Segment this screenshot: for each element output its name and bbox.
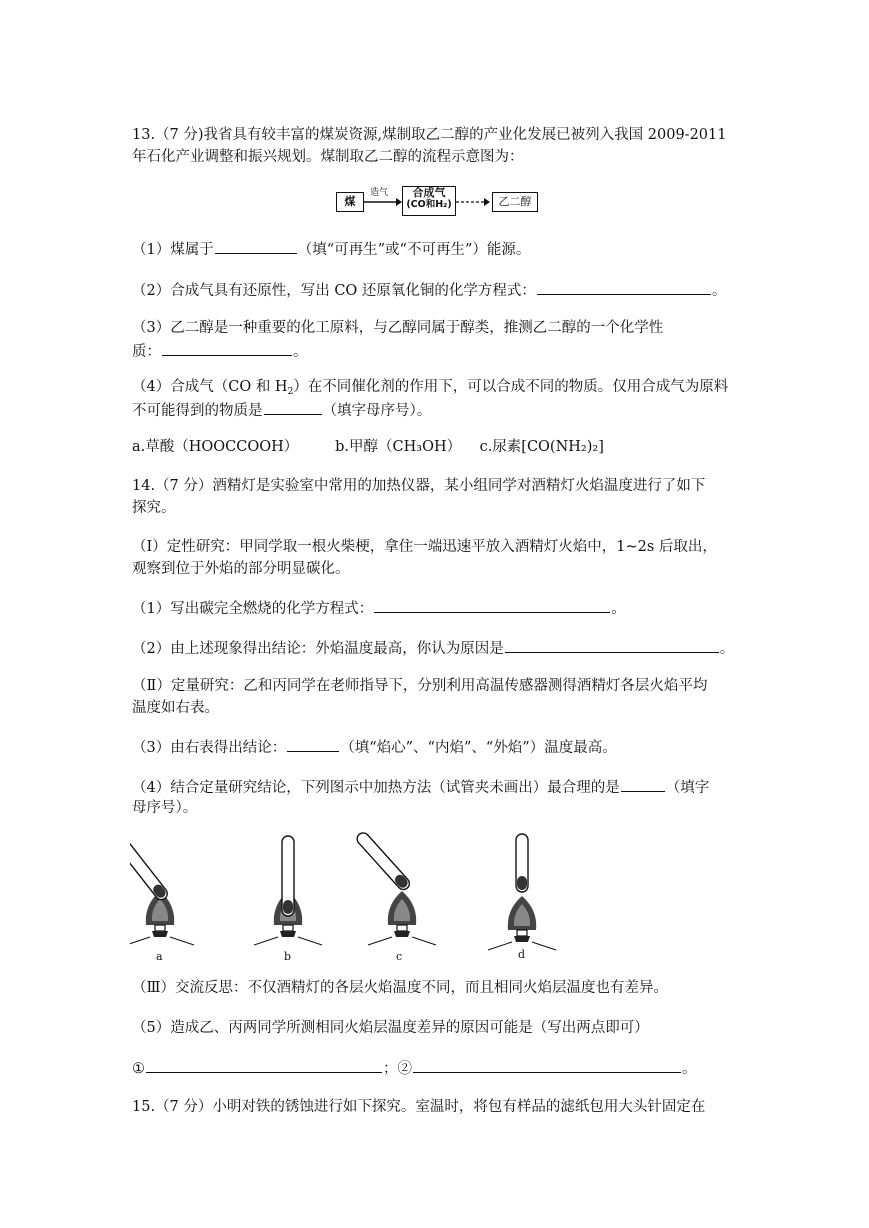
q14-part5-blank1[interactable] bbox=[146, 1057, 382, 1073]
q14-part1-prompt: （1）写出碳完全燃烧的化学方程式： bbox=[132, 601, 374, 617]
q14-stem-line1: 14.（7 分）酒精灯是实验室中常用的加热仪器，某小组同学对酒精灯火焰温度进行了如下 bbox=[132, 478, 706, 494]
q14-part1 bbox=[132, 597, 626, 619]
flow-syngas-label: 合成气 bbox=[412, 186, 446, 199]
q13-part3-end: 。 bbox=[293, 344, 308, 360]
q13-part2-blank[interactable] bbox=[537, 279, 711, 295]
figure-b-label: b bbox=[284, 950, 292, 963]
q14-section1-line1: （Ⅰ）定性研究：甲同学取一根火柴梗，拿住一端迅速平放入酒精灯火焰中，1~2s 后取出， bbox=[132, 539, 717, 555]
q14-part5-blank2[interactable] bbox=[413, 1057, 681, 1073]
q13-part4-text-a: （4）合成气（CO 和 H bbox=[132, 379, 288, 395]
q13-part4-line2 bbox=[132, 399, 431, 421]
q13-flow-diagram bbox=[330, 184, 540, 218]
heating-illustrations bbox=[130, 830, 560, 965]
flow-box-coal: 煤 bbox=[336, 192, 364, 212]
q13-part3-prompt: 质： bbox=[132, 344, 161, 360]
figure-d-label: d bbox=[518, 948, 526, 961]
q14-part3-hint: （填“焰心”、“内焰”、“外焰”）温度最高。 bbox=[340, 740, 617, 756]
flow-box-glycol: 乙二醇 bbox=[492, 192, 538, 212]
figure-d bbox=[488, 834, 556, 950]
q13-part2-end: 。 bbox=[711, 283, 727, 299]
q14-part2 bbox=[132, 637, 734, 659]
q14-part4-prompt: （4）结合定量研究结论，下列图示中加热方法（试管夹未画出）最合理的是 bbox=[132, 780, 620, 796]
q14-part1-blank[interactable] bbox=[374, 597, 610, 613]
q13-part3-line2 bbox=[132, 340, 308, 362]
q14-part2-prompt: （2）由上述现象得出结论：外焰温度最高，你认为原因是 bbox=[132, 641, 504, 657]
q15-stem-line1: 15.（7 分）小明对铁的锈蚀进行如下探究。室温时，将包有样品的滤纸包用大头针固定在 bbox=[132, 1099, 706, 1115]
q13-part4-blank[interactable] bbox=[264, 399, 322, 415]
q14-part5-end: 。 bbox=[682, 1061, 697, 1077]
q13-part1-blank[interactable] bbox=[215, 238, 297, 254]
q14-part5-mark2: ；② bbox=[383, 1061, 412, 1077]
flow-box-syngas bbox=[402, 186, 456, 216]
q14-part4-hint-a: （填字 bbox=[665, 780, 710, 796]
q14-stem-line2: 探究。 bbox=[132, 500, 176, 516]
figure-c bbox=[355, 830, 436, 945]
q14-section1-line2: 观察到位于外焰的部分明显碳化。 bbox=[132, 561, 350, 577]
q14-part4-line2: 母序号）。 bbox=[132, 800, 198, 816]
q13-part2-prompt: （2）合成气具有还原性，写出 CO 还原氧化铜的化学方程式： bbox=[132, 283, 536, 299]
q14-part4-line1 bbox=[132, 776, 709, 798]
q13-part3-blank[interactable] bbox=[162, 340, 292, 356]
q13-part4-subscript: 2 bbox=[287, 387, 294, 397]
q14-part4-blank[interactable] bbox=[621, 776, 665, 792]
q13-part4-hint: （填字母序号）。 bbox=[322, 403, 432, 419]
q14-part1-end: 。 bbox=[611, 601, 626, 617]
q14-part3-blank[interactable] bbox=[287, 736, 339, 752]
q14-part2-blank[interactable] bbox=[505, 637, 719, 653]
q14-part5: （5）造成乙、丙两同学所测相同火焰层温度差异的原因可能是（写出两点即可） bbox=[132, 1020, 649, 1036]
figure-c-label: c bbox=[396, 950, 403, 963]
q13-part3-line1: （3）乙二醇是一种重要的化工原料，与乙醇同属于醇类，推测乙二醇的一个化学性 bbox=[132, 320, 664, 336]
q13-options: a.草酸（HOOCCOOH） b.甲醇（CH₃OH） c.尿素[CO(NH₂)₂] bbox=[132, 439, 604, 455]
q13-part2 bbox=[132, 279, 726, 301]
q14-part3-prompt: （3）由右表得出结论： bbox=[132, 740, 287, 756]
q14-part3 bbox=[132, 736, 617, 758]
q13-part1-hint: （填“可再生”或“不可再生”）能源。 bbox=[297, 242, 531, 258]
q14-section3: （Ⅲ）交流反思：不仅酒精灯的各层火焰温度不同，而且相同火焰层温度也有差异。 bbox=[132, 980, 668, 996]
q14-part5-mark1: ① bbox=[132, 1061, 145, 1077]
flow-syngas-formula: (CO和H₂) bbox=[406, 199, 452, 210]
flow-arrow-label: 造气 bbox=[370, 188, 389, 198]
q13-part4-text-b: ）在不同催化剂的作用下，可以合成不同的物质。仅用合成气为原料 bbox=[293, 379, 729, 395]
q14-section2-line2: 温度如右表。 bbox=[132, 700, 219, 716]
q13-part1 bbox=[132, 238, 530, 260]
q14-section2-line1: （Ⅱ）定量研究：乙和丙同学在老师指导下，分别利用高温传感器测得酒精灯各层火焰平均 bbox=[132, 678, 708, 694]
q14-part5-answers bbox=[132, 1057, 697, 1079]
q13-part4-prompt: 不可能得到的物质是 bbox=[132, 403, 263, 419]
q13-part1-prompt: （1）煤属于 bbox=[132, 242, 214, 258]
q13-stem-line2: 年石化产业调整和振兴规划。煤制取乙二醇的流程示意图为： bbox=[132, 149, 524, 165]
figure-a bbox=[130, 839, 194, 945]
heating-method-figures bbox=[130, 830, 560, 965]
figure-b bbox=[254, 836, 322, 945]
q13-stem-line1: 13.（7 分)我省具有较丰富的煤炭资源,煤制取乙二醇的产业化发展已被列入我国 2009-2011 bbox=[132, 127, 727, 143]
figure-a-label: a bbox=[156, 950, 163, 963]
q14-part2-end: 。 bbox=[719, 641, 735, 657]
